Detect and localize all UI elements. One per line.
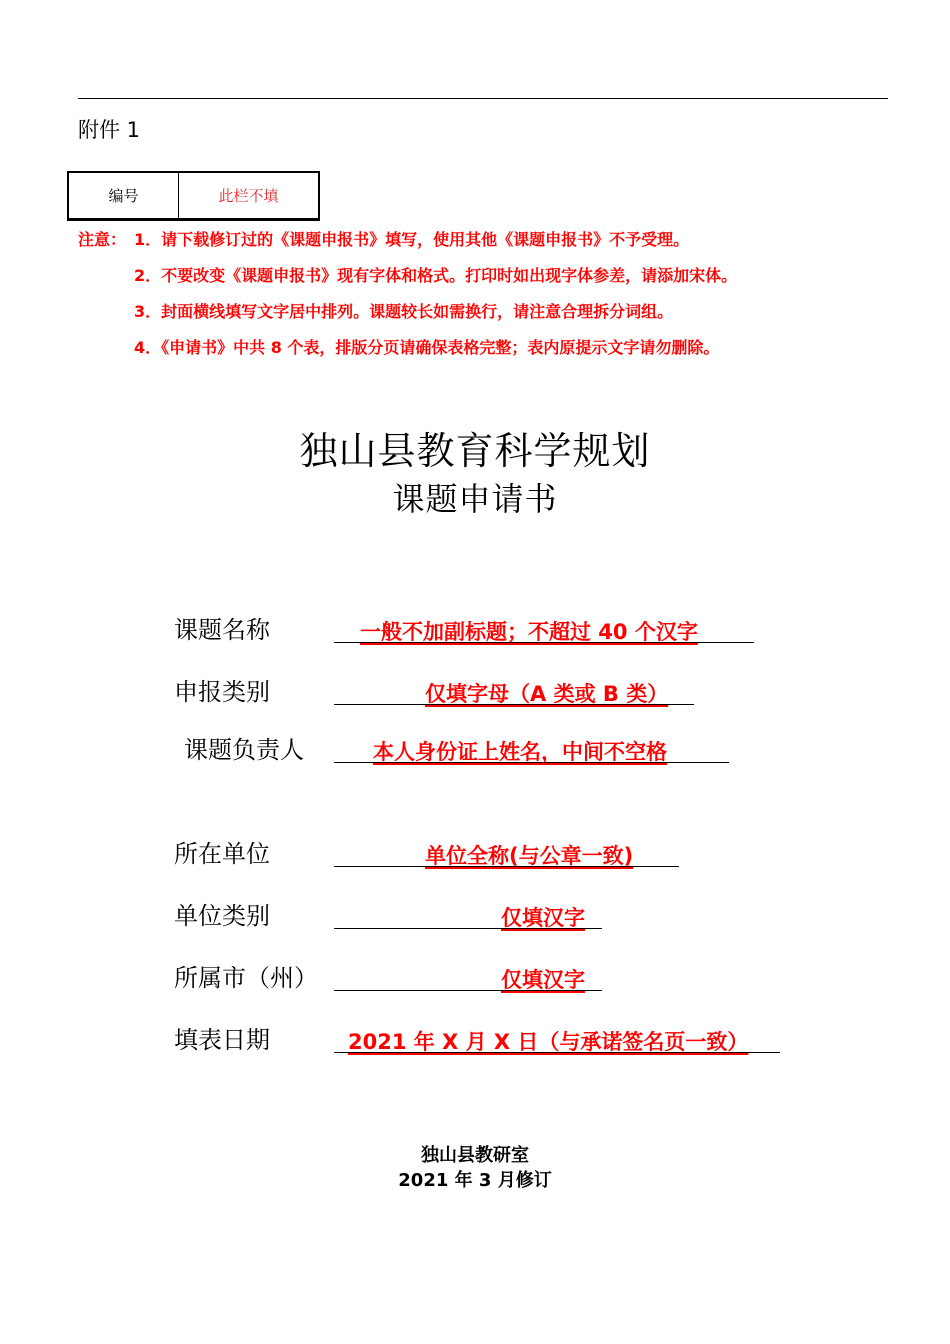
notice-line: [78, 265, 737, 301]
field-organization: [174, 834, 894, 874]
notice-prefix: 注意：: [78, 230, 127, 249]
field-label: 填表日期: [174, 1026, 270, 1054]
field-label: 所在单位: [174, 840, 270, 868]
notice-text: 4．《申请书》中共 8 个表，排版分页请确保表格完整；表内原提示文字请勿删除。: [134, 338, 720, 357]
id-number-label: 编号: [69, 173, 179, 218]
field-value: 仅填汉字: [501, 968, 585, 992]
document-subtitle: 课题申请书: [392, 480, 558, 518]
field-label: 单位类别: [174, 902, 270, 930]
footer-organization: 独山县教研室: [421, 1145, 529, 1166]
notice-line: [78, 337, 737, 373]
field-org-type: [174, 896, 894, 936]
field-value: 仅填字母（A 类或 B 类）: [425, 682, 669, 706]
id-number-value: 此栏不填: [218, 187, 279, 205]
attachment-label: 附件 1: [78, 118, 141, 142]
field-label: 课题名称: [174, 616, 270, 644]
notice-line: [78, 229, 737, 265]
notice-text: 3．封面横线填写文字居中排列。课题较长如需换行，请注意合理拆分词组。: [134, 302, 674, 321]
notice-text: 2．不要改变《课题申报书》现有字体和格式。打印时如出现字体参差，请添加宋体。: [134, 266, 738, 285]
field-lead: [174, 730, 894, 810]
field-value: 仅填汉字: [501, 906, 585, 930]
notice-line: [78, 301, 737, 337]
field-value: 2021 年 X 月 X 日（与承诺签名页一致）: [348, 1030, 749, 1054]
document-title: 独山县教育科学规划: [299, 429, 651, 473]
field-project-name: [174, 610, 894, 650]
footer-revision: 2021 年 3 月修订: [398, 1170, 552, 1191]
field-label: 课题负责人: [184, 736, 304, 764]
field-category: [174, 672, 894, 712]
field-city: [174, 958, 894, 998]
field-label: 所属市（州）: [174, 964, 318, 992]
field-value: 本人身份证上姓名，中间不空格: [373, 740, 667, 764]
field-value: 单位全称(与公章一致): [425, 844, 634, 868]
header-rule: [78, 98, 888, 99]
field-value: 一般不加副标题；不超过 40 个汉字: [360, 620, 698, 644]
notice-text: 1．请下载修订过的《课题申报书》填写，使用其他《课题申报书》不予受理。: [134, 230, 690, 249]
id-number-box: [67, 171, 320, 221]
field-label: 申报类别: [174, 678, 270, 706]
field-date: [174, 1020, 894, 1060]
notice-block: [78, 229, 737, 373]
